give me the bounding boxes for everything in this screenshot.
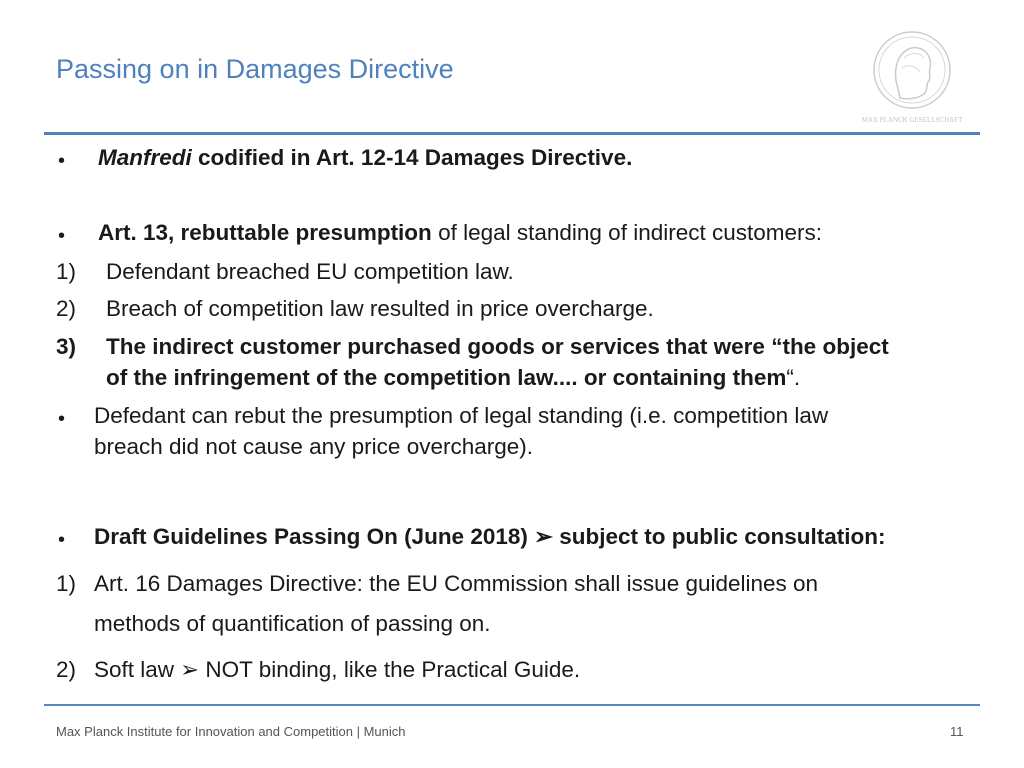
bullet-1-rest: codified in Art. 12-14 Damages Directive. <box>191 145 633 170</box>
bullet-2-rest: of legal standing of indirect customers: <box>431 220 823 245</box>
list2-item2-part2: NOT binding, like the Practical Guide. <box>199 657 581 682</box>
bullet-3-line2: breach did not cause any price overcharge). <box>94 434 534 459</box>
list2-item1-number: 1) <box>56 571 77 596</box>
arrow-icon: ➢ <box>180 657 200 682</box>
list1-item2-number: 2) <box>56 296 77 321</box>
bullet-1: • <box>58 150 66 172</box>
list2-item1-line2: methods of quantification of passing on. <box>94 611 491 636</box>
bullet-3: • <box>58 408 66 430</box>
logo-text: MAX PLANCK GESELLSCHAFT <box>861 116 963 124</box>
header-rule <box>44 132 980 135</box>
list1-item1-number: 1) <box>56 259 77 284</box>
bullet-2-bold: Art. 13, rebuttable presumption <box>98 220 432 245</box>
page-title: Passing on in Damages Directive <box>56 54 454 84</box>
bullet-1-text <box>98 142 1024 173</box>
list1-item3-line2 <box>106 362 1024 393</box>
bullet-2: • <box>58 225 66 247</box>
list2-item2-number: 2) <box>56 657 77 682</box>
list1-item3-line2-bold: of the infringement of the competition law.... or containing them <box>106 365 787 390</box>
bullet-4: • <box>58 529 66 551</box>
bullet-2-text <box>98 217 1024 248</box>
bullet-3-line1: Defedant can rebut the presumption of legal standing (i.e. competition law <box>94 403 829 428</box>
list1-item3-line1 <box>106 331 1024 362</box>
list1-item3-line1-text: The indirect customer purchased goods or services that were “the object <box>106 334 889 359</box>
bullet-4-text <box>94 521 1024 552</box>
footer-rule <box>44 704 980 706</box>
arrow-icon: ➢ <box>534 524 553 549</box>
bullet-4-part1: Draft Guidelines Passing On (June 2018) <box>94 524 535 549</box>
list1-item1-text: Defendant breached EU competition law. <box>106 259 514 284</box>
list2-item1-line1: Art. 16 Damages Directive: the EU Commission shall issue guidelines on <box>94 571 819 596</box>
list2-item2-text <box>94 654 1024 685</box>
list1-item3-number: 3) <box>56 334 77 359</box>
page-number: 11 <box>950 724 964 739</box>
list1-item3-line2-rest: “. <box>786 365 801 390</box>
max-planck-logo <box>848 28 976 128</box>
bullet-1-emphasis: Manfredi <box>98 145 192 170</box>
list1-item2-text: Breach of competition law resulted in price overcharge. <box>106 296 654 321</box>
list2-item2-part1: Soft law <box>94 657 181 682</box>
footer-text: Max Planck Institute for Innovation and Competition | Munich <box>56 724 406 739</box>
bullet-4-part2: subject to public consultation: <box>552 524 886 549</box>
